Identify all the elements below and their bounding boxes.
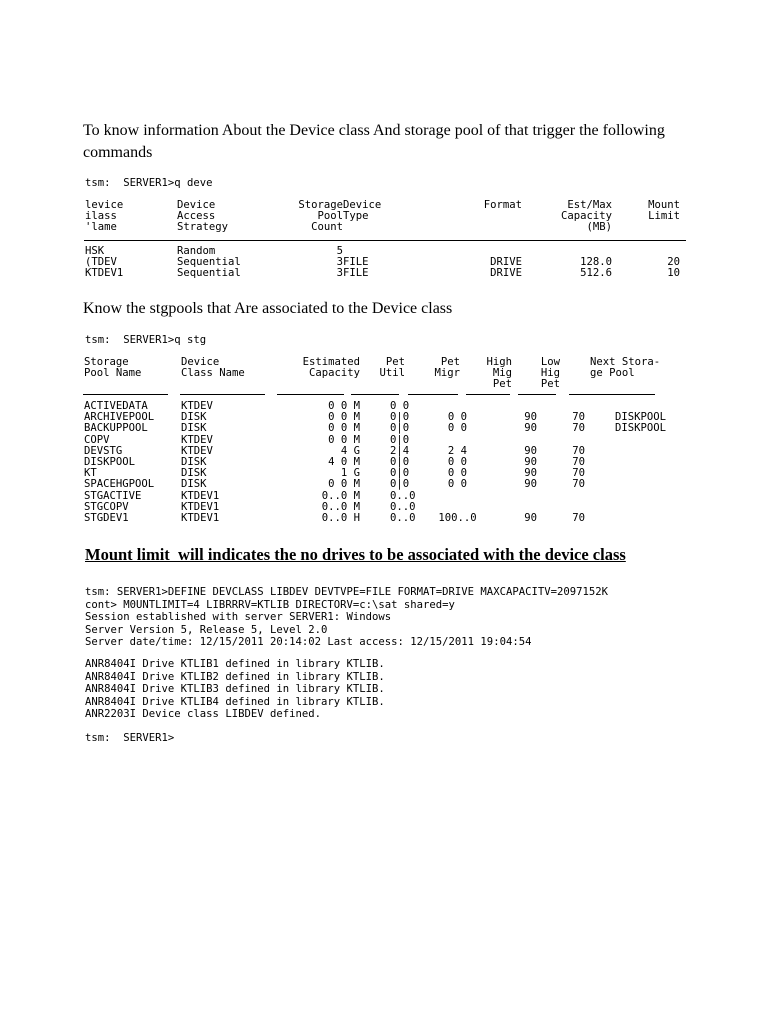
table-cell: 0|0 [390,456,410,469]
table-cell: FILE [343,267,369,280]
table-cell: DISKPOOL [615,411,667,424]
column-header: Pool [317,210,343,223]
table-cell: DEVSTG [84,444,123,457]
table-cell: 90 [524,411,537,424]
table-cell [585,468,705,479]
table-cell: 1 G [340,467,360,480]
section-heading-stgpools: Know the stgpools that Are associated to the Device class [83,300,453,317]
table-cell: STGDEV1 [84,512,129,525]
table-cell: Sequential [177,267,241,280]
table-cell: DISKPOOL [615,422,667,435]
table-cell: HSK [85,245,105,257]
header-row [84,368,680,379]
table-cell: 100..0 [438,512,477,525]
table-cell [430,491,485,502]
column-header: Pet [385,356,405,368]
session-line: Server Version 5, Release 5, Level 2.0 [85,623,328,636]
column-header: Type [343,210,369,223]
table-cell: 70 [572,444,585,457]
column-header: Util [379,367,405,380]
table-cell: 128.0 [580,256,612,269]
column-header: Limit [648,210,680,223]
table-cell [585,479,705,490]
table-cell: KTDEV1 [85,267,124,280]
table-cell: 90 [524,444,537,457]
table-cell: 70 [572,422,585,435]
table-row [84,513,705,524]
column-header: High [486,356,512,368]
table-cell: 0..0 M [321,500,360,513]
devclass-table-rule [84,240,686,241]
column-header [343,222,437,233]
column-header [560,379,680,390]
table-cell: 70 [572,467,585,480]
command-q-devc: tsm: SERVER1>q deve [85,177,213,189]
table-cell: Sequential [177,256,241,269]
table-cell: STGCOPV [84,500,129,513]
column-header: 'lame [85,221,117,234]
column-header: Device [343,199,382,211]
column-header: Estimated [302,356,360,368]
column-header [360,379,405,390]
table-cell: 0 0 [390,400,410,412]
column-header: Format [483,199,522,211]
column-header [276,379,360,390]
column-header: Storage [298,199,343,211]
table-cell [585,435,705,446]
table-cell: 0|0 [390,411,410,424]
column-header: Hig [540,367,560,380]
column-header: Strategy [177,221,229,234]
table-cell: KTDEV1 [181,500,220,513]
column-header: levice [85,199,124,211]
table-cell: DISK [181,467,207,480]
stg-rule-8 [569,394,655,395]
table-cell: KT [84,467,97,480]
table-cell [485,491,537,502]
table-cell: 0 0 M [328,400,360,412]
table-cell: 0..0 H [321,512,360,525]
column-header: Device [177,199,216,211]
table-cell: Random [177,245,216,257]
table-cell: 0|0 [390,478,410,491]
table-cell: 3 [336,267,343,280]
table-cell: 0|0 [390,467,410,480]
table-cell: 512.6 [580,267,612,280]
table-cell: 10 [667,267,680,280]
table-cell: 4 0 M [328,456,360,469]
table-cell: KTDEV [181,400,213,412]
column-header: Migr [434,367,460,380]
table-cell: (TDEV [85,256,117,269]
table-cell [537,491,585,502]
table-cell: DISK [181,478,207,491]
table-cell: 20 [667,256,680,269]
table-cell: DRIVE [490,256,522,269]
table-cell: 5 [336,245,343,257]
column-header: Device [181,356,220,368]
devclass-table [85,200,680,234]
table-cell: 0 0 M [328,433,360,446]
devclass-table-body [85,246,680,280]
anr-line: ANR8404I Drive KTLIB1 defined in library KTLIB. [85,658,385,670]
table-cell: COPV [84,433,110,446]
section-heading-mount-limit: Mount limit will indicates the no drives to be associated with the device class [85,545,626,564]
table-cell: 3 [336,256,343,269]
table-cell: 0|0 [390,433,410,446]
column-header [437,211,522,222]
stg-rule-5 [408,394,458,395]
table-cell [585,491,705,502]
anr-line: ANR8404I Drive KTLIB2 defined in library KTLIB. [85,670,385,683]
table-cell: 0..0 [390,489,416,502]
column-header [181,379,276,390]
column-header [437,222,522,233]
column-header: ilass [85,210,117,223]
table-row [84,479,705,490]
anr-messages [85,658,385,721]
table-cell: 0 0 [447,456,468,469]
table-cell: 0 0 [447,467,468,480]
column-header [84,379,181,390]
column-header: Class Name [181,367,245,380]
table-row [84,423,705,434]
column-header: Pool Name [84,367,142,380]
stg-rule-2 [180,394,265,395]
stg-rule-7 [518,394,556,395]
session-line: tsm: SERVER1>DEFINE DEVCLASS LIBDEV DEVTVPE=FILE FORMAT=DRIVE MAXCAPACITV=2097152K [85,586,608,598]
table-cell [585,457,705,468]
table-cell: 70 [572,478,585,491]
column-header: Access [177,210,216,223]
stg-rule-4 [351,394,399,395]
table-cell: 0..0 M [321,489,360,502]
anr-line: ANR8404I Drive KTLIB4 defined in library KTLIB. [85,695,385,708]
table-cell: ACTIVEDATA [84,400,148,412]
column-header [612,222,680,233]
table-cell: DRIVE [490,267,522,280]
table-cell: 0..0 [390,500,416,513]
table-cell: 0 0 M [328,411,360,424]
table-cell: DISK [181,456,207,469]
header-row [84,379,680,390]
column-header: (MB) [586,221,612,234]
column-header: Pet [540,378,560,391]
intro-paragraph: To know information About the Device class And storage pool of that trigger the following commands [83,122,665,161]
table-cell: 0|0 [390,422,410,435]
table-cell: KTDEV [181,433,213,446]
column-header: Mount [648,199,680,211]
table-cell [585,502,705,513]
session-line: Server date/time: 12/15/2011 20:14:02 Last access: 12/15/2011 19:04:54 [85,636,532,649]
table-cell: 90 [524,478,537,491]
table-cell: 90 [524,422,537,435]
column-header: Pet [440,356,460,368]
table-cell: 0 0 M [328,422,360,435]
column-header: Capacity [560,210,612,223]
anr-line: ANR8404I Drive KTLIB3 defined in library KTLIB. [85,683,385,696]
table-row [85,268,680,279]
table-cell: KTDEV1 [181,489,220,502]
column-header: Pet [492,378,512,391]
stgpool-table-header [84,357,680,391]
session-line: Session established with server SERVER1: Windows [85,611,392,624]
table-cell: 0..0 [390,512,416,525]
stg-rule-6 [466,394,510,395]
command-q-stg: tsm: SERVER1>q stg [85,334,207,346]
column-header [405,379,460,390]
table-cell: 70 [572,456,585,469]
column-header: Est/Max [567,199,612,211]
stg-rule-3 [277,394,344,395]
table-cell: 70 [572,512,585,525]
table-cell: ARCHIVEPOOL [84,411,155,424]
table-cell: 0 0 [447,422,468,435]
session-line: cont> M0UNTLIMIT=4 LIBRRRV=KTLIB DIRECTORV=c:\sat shared=y [85,598,455,611]
stgpool-table-body [84,401,705,524]
table-cell: SPACEHGPOOL [84,478,155,491]
table-cell: FILE [343,256,369,269]
table-cell: DISKPOOL [84,456,136,469]
table-cell [585,513,705,524]
table-cell: 90 [524,456,537,469]
table-cell: DISK [181,422,207,435]
table-cell: KTDEV [181,444,213,457]
table-cell: 70 [572,411,585,424]
column-header: Capacity [308,367,360,380]
session-output [85,586,608,649]
table-cell: 0 0 [447,411,468,424]
column-header: Count [311,221,343,234]
table-cell: 2|4 [390,444,410,457]
table-cell: STGACTIVE [84,489,142,502]
header-row [85,222,680,233]
table-cell: DISK [181,411,207,424]
column-header: Mig [492,367,512,380]
anr-line: ANR2203I Device class LIBDEV defined. [85,708,321,721]
table-cell: 90 [524,467,537,480]
column-header: Storage [84,356,129,368]
table-cell: BACKUPPOOL [84,422,148,435]
table-cell: 2 4 [447,444,468,457]
table-cell: 4 G [340,444,360,457]
table-cell: KTDEV1 [181,512,220,525]
column-header: ge Pool [590,367,635,380]
table-cell: 90 [524,512,537,525]
column-header: Low [540,356,560,368]
stg-rule-1 [83,394,168,395]
final-prompt: tsm: SERVER1> [85,732,175,744]
table-cell: 0 0 [447,478,468,491]
table-cell [585,446,705,457]
column-header: Next Stora- [590,356,661,368]
table-cell: 0 0 M [328,478,360,491]
